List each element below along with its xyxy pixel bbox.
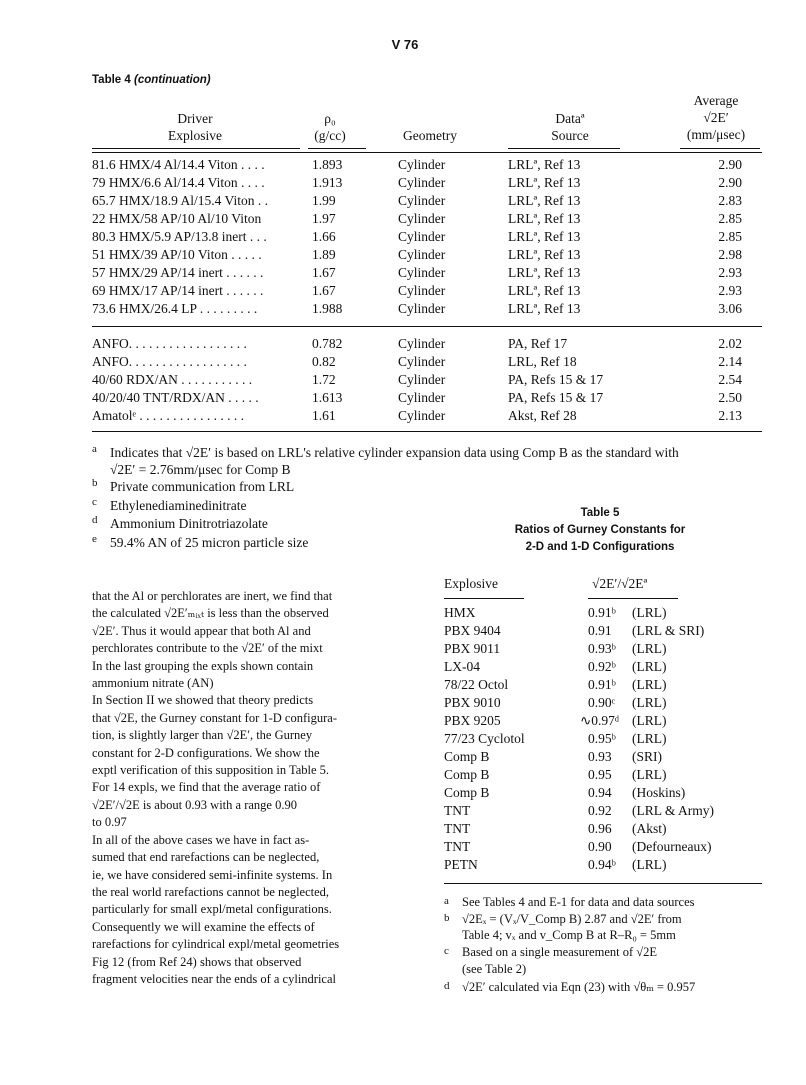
- table-row: [0, 749, 806, 767]
- table-row: [0, 641, 806, 659]
- header-driver: [140, 110, 250, 144]
- table4-caption: [92, 74, 211, 86]
- body-line: Consequently we will examine the effects of: [92, 919, 315, 934]
- cell-ratio: 0.90: [588, 839, 612, 854]
- cell-geometry: Cylinder: [398, 193, 446, 208]
- cell-ratio: 0.95: [588, 767, 612, 782]
- cell-explosive: 81.6 HMX/4 Al/14.4 Viton . . . .: [92, 157, 265, 172]
- cell-average: 2.93: [718, 265, 742, 280]
- cell-source: (Akst): [632, 821, 667, 836]
- header-driver-line1: Driver: [177, 111, 213, 126]
- cell-source: LRLª, Ref 13: [508, 265, 581, 280]
- cell-explosive: ANFO. . . . . . . . . . . . . . . . . .: [92, 354, 247, 369]
- body-line: For 14 expls, we find that the average ratio of: [92, 780, 321, 795]
- cell-explosive: Comp B: [444, 785, 490, 800]
- cell-density: 1.72: [312, 372, 336, 387]
- cell-source: LRLª, Ref 13: [508, 229, 581, 244]
- cell-geometry: Cylinder: [398, 301, 446, 316]
- cell-explosive: PBX 9404: [444, 623, 501, 638]
- cell-average: 2.83: [718, 193, 742, 208]
- cell-explosive: 79 HMX/6.6 Al/14.4 Viton . . . .: [92, 175, 265, 190]
- cell-explosive: 78/22 Octol: [444, 677, 509, 692]
- table4-bottom-rule: [92, 431, 762, 432]
- cell-source: LRLª, Ref 13: [508, 301, 581, 316]
- cell-density: 1.913: [312, 175, 343, 190]
- body-line: the calculated √2E′ₘᵢₓₜ is less than the observed: [92, 606, 329, 621]
- cell-density: 1.99: [312, 193, 336, 208]
- cell-ratio: 0.92ᵇ: [588, 659, 616, 674]
- footnote-text: √2E′ calculated via Eqn (23) with √θₘ = 0.957: [462, 980, 696, 994]
- header-density-line2: (g/cc): [314, 128, 346, 143]
- cell-ratio: 0.92: [588, 803, 612, 818]
- body-line: ie, we have considered semi-infinite systems. In: [92, 867, 333, 882]
- cell-density: 0.782: [312, 336, 343, 351]
- cell-source: (LRL): [632, 659, 667, 674]
- cell-source: (LRL): [632, 677, 667, 692]
- cell-density: 1.66: [312, 229, 336, 244]
- footnote-text: √2Eₓ = (Vₓ/V_Comp B) 2.87 and √2E′ from: [462, 912, 682, 926]
- table-row: [0, 157, 806, 175]
- cell-source: (SRI): [632, 749, 662, 764]
- header-density: [300, 110, 360, 144]
- cell-source: (Defourneaux): [632, 839, 712, 854]
- cell-explosive: 80.3 HMX/5.9 AP/13.8 inert . . .: [92, 229, 267, 244]
- cell-geometry: Cylinder: [398, 265, 446, 280]
- footnote-mark: b: [444, 912, 450, 924]
- body-line: to 0.97: [92, 815, 127, 830]
- body-line: √2E′/√2E is about 0.93 with a range 0.90: [92, 797, 297, 812]
- body-line: In Section II we showed that theory predicts: [92, 693, 314, 708]
- table-row: [0, 839, 806, 857]
- footnote-mark: a: [444, 895, 449, 907]
- table-row: [0, 211, 806, 229]
- cell-density: 1.97: [312, 211, 336, 226]
- body-line: In the last grouping the expls shown contain: [92, 658, 314, 673]
- header-driver-line2: Explosive: [168, 128, 222, 143]
- cell-average: 2.13: [718, 408, 742, 423]
- body-line: rarefactions for cylindrical expl/metal geometries: [92, 937, 340, 952]
- footnote-text: √2E′ = 2.76mm/μsec for Comp B: [110, 462, 291, 477]
- table-row: [0, 175, 806, 193]
- cell-explosive: 40/20/40 TNT/RDX/AN . . . . .: [92, 390, 259, 405]
- cell-density: 1.67: [312, 265, 336, 280]
- header-source: [525, 110, 615, 144]
- cell-source: LRLª, Ref 13: [508, 175, 581, 190]
- table-row: [0, 229, 806, 247]
- cell-explosive: 77/23 Cyclotol: [444, 731, 525, 746]
- header-source-line1: Dataª: [555, 111, 585, 126]
- cell-source: (LRL): [632, 605, 667, 620]
- footnote-mark: c: [444, 945, 449, 957]
- body-line: that √2E, the Gurney constant for 1-D configura-: [92, 710, 337, 725]
- cell-explosive: 40/60 RDX/AN . . . . . . . . . . .: [92, 372, 253, 387]
- cell-source: PA, Refs 15 & 17: [508, 390, 604, 405]
- header-geometry: Geometry: [403, 128, 457, 143]
- header-average-line2: √2E′: [703, 110, 729, 125]
- footnote-text: Based on a single measurement of √2E: [462, 945, 658, 959]
- table5-caption-title: Ratios of Gurney Constants for: [514, 524, 686, 536]
- cell-explosive: PETN: [444, 857, 478, 872]
- cell-geometry: Cylinder: [398, 157, 446, 172]
- cell-source: PA, Ref 17: [508, 336, 568, 351]
- table-row: [0, 301, 806, 319]
- cell-geometry: Cylinder: [398, 390, 446, 405]
- cell-density: 1.613: [312, 390, 343, 405]
- cell-ratio: 0.94ᵇ: [588, 857, 616, 872]
- cell-explosive: 22 HMX/58 AP/10 Al/10 Viton: [92, 211, 262, 226]
- footnote-mark: a: [92, 443, 97, 455]
- cell-source: LRL, Ref 18: [508, 354, 577, 369]
- footnote-mark: c: [92, 496, 97, 508]
- cell-ratio: 0.95ᵇ: [588, 731, 616, 746]
- table-row: [0, 659, 806, 677]
- cell-ratio: ∿0.97ᵈ: [580, 713, 620, 728]
- footnote-text: 59.4% AN of 25 micron particle size: [110, 535, 309, 550]
- footnote-text: Ammonium Dinitrotriazolate: [110, 516, 268, 531]
- table-row: [0, 623, 806, 641]
- cell-explosive: Comp B: [444, 749, 490, 764]
- cell-source: LRLª, Ref 13: [508, 247, 581, 262]
- table5-header: [0, 576, 806, 594]
- footnote-mark: e: [92, 533, 97, 545]
- cell-ratio: 0.94: [588, 785, 612, 800]
- table-row: [0, 283, 806, 301]
- rule-average: [680, 148, 760, 149]
- table-row: [0, 408, 806, 426]
- body-line: sumed that end rarefactions can be neglected,: [92, 850, 320, 865]
- table-row: [0, 354, 806, 372]
- cell-explosive: LX-04: [444, 659, 480, 674]
- cell-density: 0.82: [312, 354, 336, 369]
- cell-ratio: 0.93: [588, 749, 612, 764]
- cell-explosive: PBX 9011: [444, 641, 501, 656]
- table-row: [0, 821, 806, 839]
- table-row: [0, 713, 806, 731]
- table-row: [0, 857, 806, 875]
- cell-explosive: Comp B: [444, 767, 490, 782]
- cell-average: 2.85: [718, 211, 742, 226]
- cell-geometry: Cylinder: [398, 229, 446, 244]
- cell-ratio: 0.93ᵇ: [588, 641, 616, 656]
- cell-source: (LRL & SRI): [632, 623, 705, 638]
- rule-driver: [92, 148, 300, 149]
- cell-geometry: Cylinder: [398, 372, 446, 387]
- rule-density: [308, 148, 366, 149]
- cell-explosive: 57 HMX/29 AP/14 inert . . . . . .: [92, 265, 264, 280]
- table5-rule-ratio: [588, 598, 678, 599]
- cell-source: Akst, Ref 28: [508, 408, 577, 423]
- body-line: perchlorates contribute to the √2E′ of the mixt: [92, 641, 323, 656]
- table-row: [0, 731, 806, 749]
- cell-average: 2.90: [718, 157, 742, 172]
- cell-explosive: HMX: [444, 605, 476, 620]
- table-row: [0, 605, 806, 623]
- footnote-text: Indicates that √2E′ is based on LRL's relative cylinder expansion data using Comp B as the standard with: [110, 445, 679, 460]
- cell-explosive: TNT: [444, 803, 471, 818]
- table-row: [0, 767, 806, 785]
- body-line: that the Al or perchlorates are inert, we find that: [92, 589, 333, 603]
- footnote-text: Ethylenediaminedinitrate: [110, 498, 247, 513]
- cell-ratio: 0.90ᶜ: [588, 695, 616, 710]
- cell-source: LRLª, Ref 13: [508, 157, 581, 172]
- table-row: [0, 695, 806, 713]
- footnote-mark: d: [444, 980, 450, 992]
- footnote-mark: d: [92, 514, 98, 526]
- cell-explosive: 65.7 HMX/18.9 Al/15.4 Viton . .: [92, 193, 268, 208]
- cell-density: 1.988: [312, 301, 343, 316]
- cell-explosive: TNT: [444, 839, 471, 854]
- cell-source: LRLª, Ref 13: [508, 211, 581, 226]
- table-row: [0, 390, 806, 408]
- table5-header-ratio: √2E′/√2Eª: [592, 576, 648, 591]
- cell-average: 2.90: [718, 175, 742, 190]
- table5-caption: [460, 505, 740, 556]
- cell-average: 2.93: [718, 283, 742, 298]
- cell-average: 2.50: [718, 390, 742, 405]
- header-source-line2: Source: [551, 128, 589, 143]
- footnote-text: Table 4; vₓ and v_Comp B at R–R₀ = 5mm: [462, 928, 676, 942]
- table4-top-rule: [92, 152, 762, 153]
- cell-geometry: Cylinder: [398, 283, 446, 298]
- cell-geometry: Cylinder: [398, 247, 446, 262]
- body-line: fragment velocities near the ends of a cylindrical: [92, 971, 336, 986]
- footnote-mark: b: [92, 477, 98, 489]
- cell-average: 2.98: [718, 247, 742, 262]
- header-average-line1: Average: [693, 93, 739, 108]
- table-row: [0, 265, 806, 283]
- body-line: particularly for small expl/metal configurations.: [92, 902, 332, 917]
- table5-bottom-rule: [444, 883, 762, 884]
- cell-ratio: 0.91: [588, 623, 612, 638]
- body-line: √2E′. Thus it would appear that both Al and: [92, 623, 311, 638]
- table-row: [0, 785, 806, 803]
- table5-caption-label: Table 5: [580, 507, 620, 519]
- cell-explosive: PBX 9205: [444, 713, 501, 728]
- cell-ratio: 0.91ᵇ: [588, 677, 616, 692]
- body-line: exptl verification of this supposition in Table 5.: [92, 763, 330, 778]
- cell-density: 1.67: [312, 283, 336, 298]
- body-line: ammonium nitrate (AN): [92, 676, 214, 691]
- table-row: [0, 193, 806, 211]
- cell-source: (LRL): [632, 641, 667, 656]
- rule-source: [508, 148, 620, 149]
- cell-geometry: Cylinder: [398, 211, 446, 226]
- table-row: [0, 803, 806, 821]
- cell-average: 3.06: [718, 301, 742, 316]
- page-number: V 76: [391, 37, 419, 52]
- cell-average: 2.02: [718, 336, 742, 351]
- cell-average: 2.54: [718, 372, 742, 387]
- table-row: [0, 247, 806, 265]
- cell-explosive: 73.6 HMX/26.4 LP . . . . . . . . .: [92, 301, 258, 316]
- cell-explosive: Amatolᵉ . . . . . . . . . . . . . . . .: [92, 408, 244, 423]
- cell-geometry: Cylinder: [398, 408, 446, 423]
- cell-explosive: ANFO. . . . . . . . . . . . . . . . . .: [92, 336, 247, 351]
- cell-source: LRLª, Ref 13: [508, 283, 581, 298]
- cell-explosive: TNT: [444, 821, 471, 836]
- cell-source: (LRL & Army): [632, 803, 714, 818]
- table5-header-explosive: Explosive: [444, 576, 498, 591]
- footnote-text: See Tables 4 and E-1 for data and data sources: [462, 895, 695, 909]
- table4-caption-label: Table 4: [92, 74, 131, 86]
- cell-source: PA, Refs 15 & 17: [508, 372, 604, 387]
- cell-source: (Hoskins): [632, 785, 686, 800]
- cell-source: (LRL): [632, 713, 667, 728]
- table-row: [0, 372, 806, 390]
- cell-source: (LRL): [632, 695, 667, 710]
- body-line: tion, is slightly larger than √2E′, the Gurney: [92, 728, 313, 743]
- cell-geometry: Cylinder: [398, 354, 446, 369]
- cell-explosive: 51 HMX/39 AP/10 Viton . . . . .: [92, 247, 262, 262]
- cell-explosive: 69 HMX/17 AP/14 inert . . . . . .: [92, 283, 264, 298]
- cell-source: (LRL): [632, 767, 667, 782]
- header-density-line1: ρ₀: [324, 111, 336, 126]
- cell-density: 1.89: [312, 247, 336, 262]
- body-line: Fig 12 (from Ref 24) shows that observed: [92, 954, 302, 969]
- footnote-text: (see Table 2): [462, 962, 527, 976]
- table5-rule-explosive: [444, 598, 524, 599]
- table-row: [0, 336, 806, 354]
- table5-caption-subtitle: 2-D and 1-D Configurations: [525, 541, 675, 553]
- cell-source: (LRL): [632, 857, 667, 872]
- cell-density: 1.893: [312, 157, 343, 172]
- cell-geometry: Cylinder: [398, 336, 446, 351]
- cell-average: 2.85: [718, 229, 742, 244]
- header-average: [672, 92, 760, 143]
- cell-source: LRLª, Ref 13: [508, 193, 581, 208]
- cell-geometry: Cylinder: [398, 175, 446, 190]
- cell-ratio: 0.91ᵇ: [588, 605, 616, 620]
- table4-group-divider: [92, 326, 762, 327]
- body-line: constant for 2-D configurations. We show the: [92, 745, 320, 760]
- cell-ratio: 0.96: [588, 821, 612, 836]
- cell-source: (LRL): [632, 731, 667, 746]
- cell-density: 1.61: [312, 408, 336, 423]
- header-average-line3: (mm/μsec): [686, 127, 746, 142]
- table-row: [0, 677, 806, 695]
- body-line: the real world rarefactions cannot be neglected,: [92, 884, 330, 899]
- table4-caption-continuation: (continuation): [133, 74, 211, 86]
- body-line: In all of the above cases we have in fact as-: [92, 832, 310, 847]
- footnote-text: Private communication from LRL: [110, 479, 295, 494]
- cell-average: 2.14: [718, 354, 742, 369]
- cell-explosive: PBX 9010: [444, 695, 501, 710]
